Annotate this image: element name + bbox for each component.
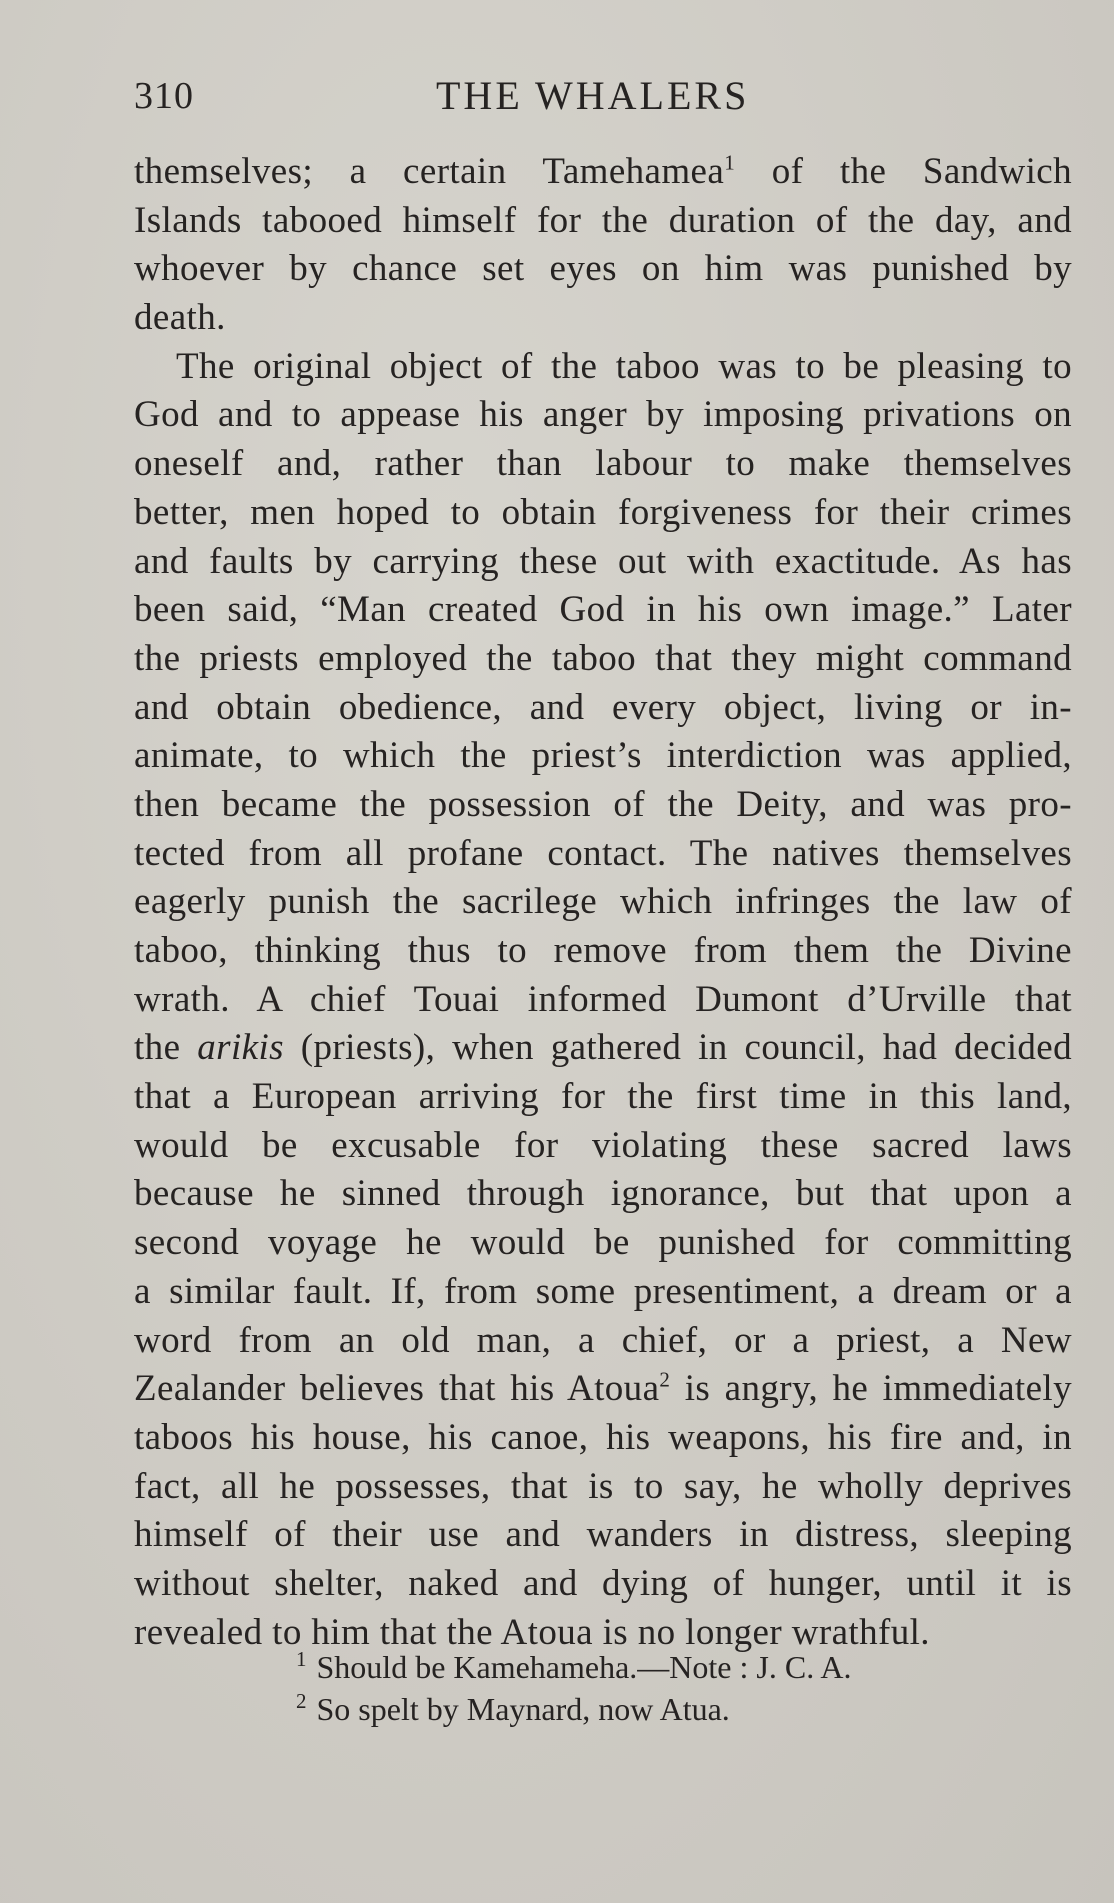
footnotes (296, 1646, 852, 1730)
running-title: THE WHALERS (436, 73, 750, 118)
text-line: themselves; a certain Tamehamea$^1$ of the Sandwich (134, 150, 1072, 192)
text-line: the priests employed the taboo that they might command (134, 637, 1072, 679)
text-line: taboo, thinking thus to remove from them the Divine (134, 930, 1072, 971)
text-line: that a European arriving for the first time in this land, (134, 1076, 1072, 1118)
text-line: because he sinned through ignorance, but that upon a (134, 1173, 1072, 1215)
text-line: death. (134, 297, 226, 339)
footnote-text: So spelt by Maynard, now Atua. (316, 1691, 730, 1727)
text-line: eagerly punish the sacrilege which infringes the law of (134, 881, 1072, 923)
body-text (134, 148, 1072, 1657)
text-line: whoever by chance set eyes on him was punished by (134, 248, 1072, 290)
footnote-text: Should be Kamehameha.—Note : J. C. A. (316, 1649, 852, 1685)
text-line: revealed to him that the Atoua is no longer wrathful. (134, 1611, 930, 1653)
text-line: fact, all he possesses, that is to say, he wholly deprives (134, 1465, 1072, 1507)
text-line: taboos his house, his canoe, his weapons, his fire and, in (134, 1416, 1072, 1458)
text-line: a similar fault. If, from some presentiment, a dream or a (134, 1270, 1072, 1312)
text-line: God and to appease his anger by imposing privations on (134, 394, 1072, 436)
text-line: and faults by carrying these out with exactitude. As has (134, 540, 1072, 582)
text-line: without shelter, naked and dying of hunger, until it is (134, 1562, 1072, 1604)
page-number: 310 (134, 75, 194, 117)
text-line: second voyage he would be punished for committing (134, 1222, 1072, 1264)
text-line: Zealander believes that his Atoua$^2$ is angry, he immediately (134, 1367, 1073, 1410)
text-line: and obtain obedience, and every object, living or in- (134, 686, 1072, 728)
text-line: would be excusable for violating these sacred laws (134, 1124, 1072, 1166)
text-line: animate, to which the priest’s interdiction was applied, (134, 735, 1072, 777)
text-line: oneself and, rather than labour to make themselves (134, 443, 1072, 485)
footnote-1 (296, 1646, 852, 1688)
text-line: the arikis (priests), when gathered in council, had decided (134, 1027, 1073, 1069)
text-line: Islands tabooed himself for the duration of the day, and (134, 199, 1072, 241)
text-line: then became the possession of the Deity, and was pro- (134, 783, 1072, 825)
italic-term: arikis (197, 1027, 284, 1069)
footnote-mark: 2 (296, 1689, 307, 1714)
text-line: himself of their use and wanders in distress, sleeping (134, 1514, 1072, 1556)
footnote-mark: 1 (296, 1647, 307, 1672)
footnote-ref-1: 1 (724, 150, 736, 175)
text-line: word from an old man, a chief, or a priest, a New (134, 1319, 1072, 1361)
text-line: tected from all profane contact. The natives themselves (134, 832, 1072, 874)
running-head (134, 68, 1074, 128)
footnote-2 (296, 1688, 852, 1730)
text-line: The original object of the taboo was to be pleasing to (176, 345, 1072, 387)
text-line: been said, “Man created God in his own image.” Later (134, 589, 1072, 631)
footnote-ref-2: 2 (659, 1367, 671, 1392)
text-line: wrath. A chief Touai informed Dumont d’Urville that (134, 978, 1072, 1020)
text-line: better, men hoped to obtain forgiveness for their crimes (134, 491, 1072, 533)
